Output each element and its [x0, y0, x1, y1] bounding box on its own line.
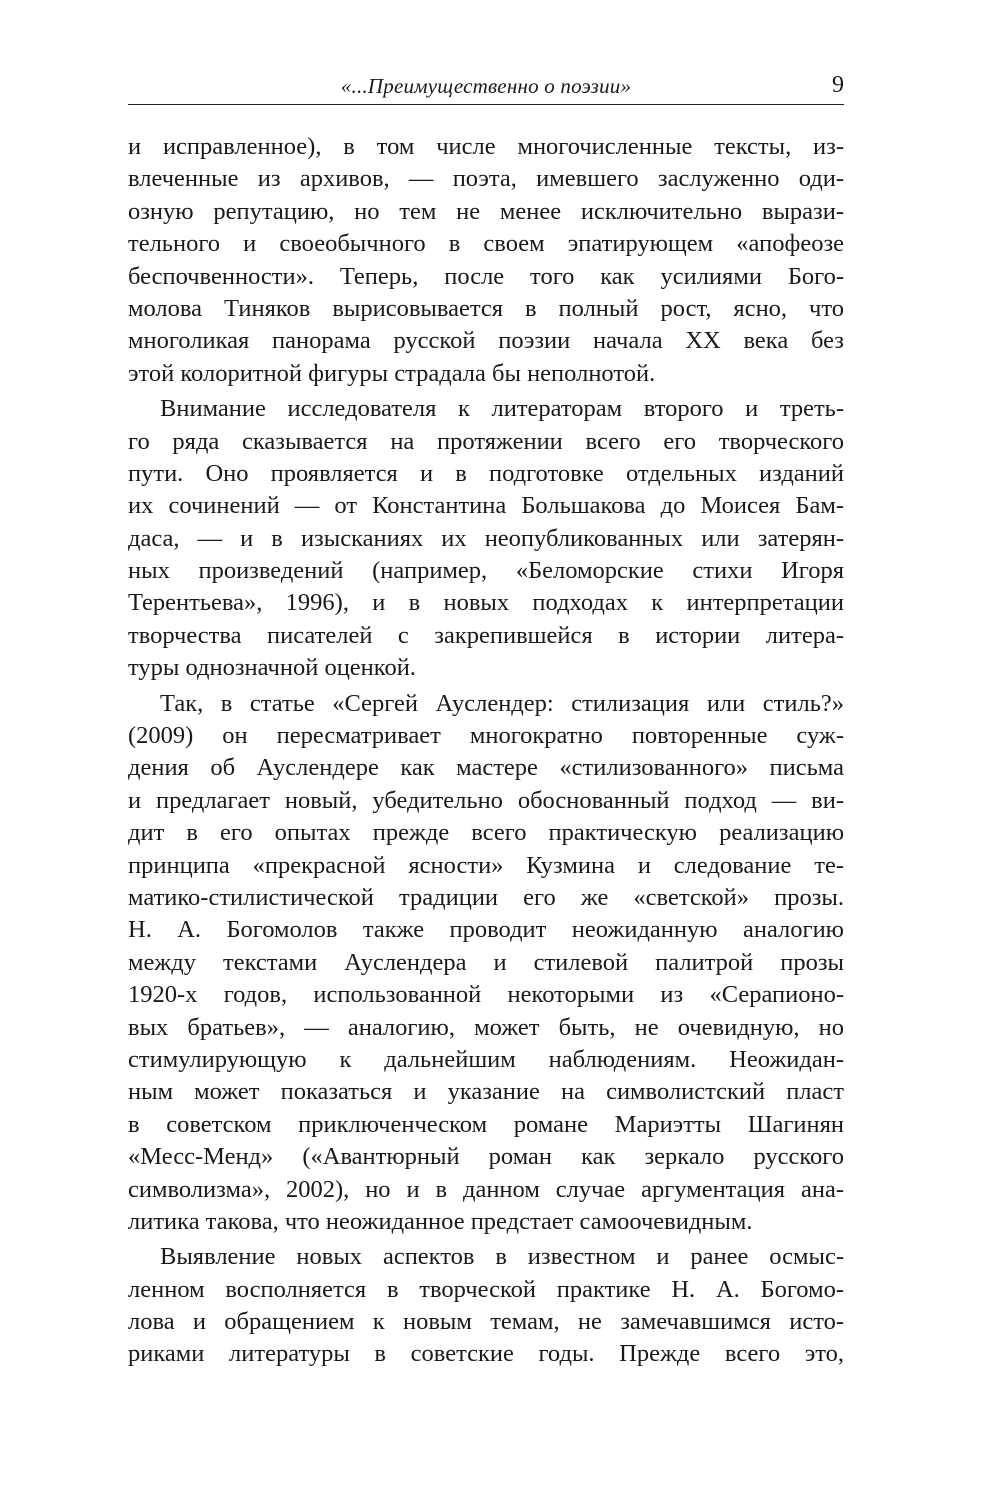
paragraph: [128, 393, 844, 685]
text-line: Выявление новых аспектов в известном и ранее осмыс-: [160, 1243, 844, 1271]
text-line: литика такова, что неожиданное предстает самоочевидным.: [128, 1207, 753, 1235]
text-line: (2009) он пересматривает многократно повторенные суж-: [128, 722, 844, 750]
text-line: между текстами Ауслендера и стилевой палитрой прозы: [128, 948, 844, 976]
text-line: Н. А. Богомолов также проводит неожиданную аналогию: [128, 916, 844, 944]
text-line: туры однозначной оценкой.: [128, 654, 416, 682]
body-text: [128, 131, 844, 1371]
text-line: творчества писателей с закрепившейся в истории литера-: [128, 621, 844, 649]
text-line: их сочинений — от Константина Большакова до Моисея Бам-: [128, 492, 844, 520]
text-line: беспочвенности». Теперь, после того как усилиями Бого-: [128, 262, 844, 290]
text-line: молова Тиняков вырисовывается в полный рост, ясно, что: [128, 294, 844, 322]
paragraph: [128, 131, 844, 390]
text-line: лова и обращением к новым темам, не замечавшимся исто-: [128, 1308, 844, 1336]
text-line: дит в его опытах прежде всего практическую реализацию: [128, 819, 844, 847]
text-line: ленном восполняется в творческой практике Н. А. Богомо-: [128, 1275, 844, 1303]
text-line: «Месс-Менд» («Авантюрный роман как зеркало русского: [128, 1143, 844, 1171]
running-header: [128, 70, 844, 105]
text-line: даса, — и в изысканиях их неопубликованных или затерян-: [128, 524, 844, 552]
text-line: пути. Оно проявляется и в подготовке отдельных изданий: [128, 459, 844, 487]
text-line: символизма», 2002), но и в данном случае аргументация ана-: [128, 1175, 844, 1203]
paragraph: [128, 1241, 844, 1371]
page-number: 9: [832, 72, 844, 98]
text-line: влеченные из архивов, — поэта, имевшего заслуженно оди-: [128, 165, 844, 193]
text-line: и предлагает новый, убедительно обоснованный подход — ви-: [128, 786, 844, 814]
running-title: «...Преимущественно о поэзии»: [340, 74, 632, 98]
text-line: Терентьева», 1996), и в новых подходах к интерпретации: [128, 589, 844, 617]
text-line: вых братьев», — аналогию, может быть, не очевидную, но: [128, 1013, 844, 1041]
text-line: матико-стилистической традиции его же «светской» прозы.: [128, 883, 844, 911]
text-line: многоликая панорама русской поэзии начала XX века без: [128, 327, 844, 355]
text-line: озную репутацию, но тем не менее исключительно вырази-: [128, 197, 844, 225]
text-line: тельного и своеобычного в своем эпатирующем «апофеозе: [128, 230, 844, 258]
text-line: ных произведений (например, «Беломорские стихи Игоря: [128, 557, 844, 585]
text-line: ным может показаться и указание на символистский пласт: [128, 1078, 844, 1106]
text-line: и исправленное), в том числе многочисленные тексты, из-: [128, 133, 844, 160]
text-line: го ряда сказывается на протяжении всего его творческого: [128, 427, 844, 455]
text-line: Так, в статье «Сергей Ауслендер: стилизация или стиль?»: [160, 689, 844, 717]
paragraph: [128, 688, 844, 1239]
text-line: принципа «прекрасной ясности» Кузмина и следование те-: [128, 851, 844, 879]
text-line: этой колоритной фигуры страдала бы неполнотой.: [128, 359, 656, 387]
text-line: Внимание исследователя к литераторам второго и треть-: [160, 395, 844, 423]
text-line: дения об Ауслендере как мастере «стилизованного» письма: [128, 754, 844, 782]
text-line: риками литературы в советские годы. Прежде всего это,: [128, 1340, 844, 1368]
text-line: в советском приключенческом романе Мариэтты Шагинян: [128, 1110, 844, 1138]
text-line: 1920-х годов, использованной некоторыми из «Серапионо-: [128, 981, 844, 1009]
text-line: стимулирующую к дальнейшим наблюдениям. Неожидан-: [128, 1045, 844, 1073]
